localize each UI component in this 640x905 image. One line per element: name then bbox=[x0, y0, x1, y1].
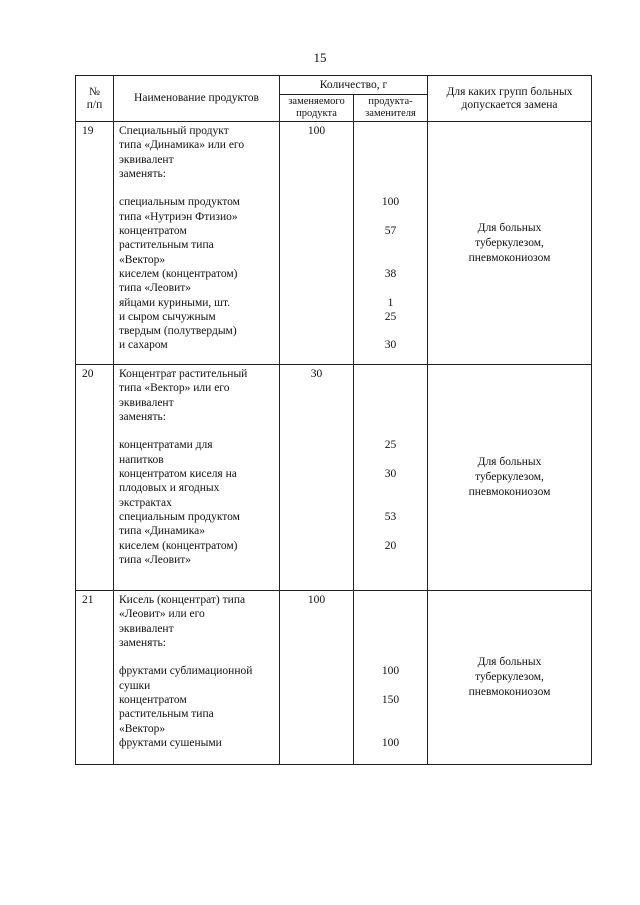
product-line: плодовых и ягодных bbox=[119, 482, 220, 495]
product-line: растительным типа bbox=[119, 708, 214, 721]
product-line: концентратами для bbox=[119, 439, 213, 452]
product-line: сушки bbox=[119, 679, 151, 692]
patient-group-line: туберкулезом, bbox=[475, 671, 544, 683]
substitute-value: 30 bbox=[384, 468, 397, 481]
product-line bbox=[119, 424, 276, 438]
substitute-value bbox=[354, 607, 427, 621]
header-quantity: Количество, г bbox=[280, 76, 428, 95]
table-row bbox=[76, 365, 592, 591]
header-replaced: заменяемого продукта bbox=[280, 95, 354, 122]
substitute-value: 1 bbox=[387, 296, 394, 309]
product-line: и сахаром bbox=[119, 339, 168, 352]
substitute-value: 30 bbox=[384, 339, 397, 352]
patient-groups bbox=[428, 365, 592, 591]
product-line: «Леовит» или его bbox=[119, 608, 205, 621]
patient-group-line: Для больных bbox=[477, 456, 542, 468]
substitute-value bbox=[354, 153, 427, 167]
substitute-value bbox=[354, 396, 427, 410]
header-groups: Для каких групп больных допускается замена bbox=[428, 76, 592, 122]
replaced-amount: 100 bbox=[280, 122, 354, 365]
header-name: Наименование продуктов bbox=[114, 76, 280, 122]
product-line: и сыром сычужным bbox=[119, 310, 216, 323]
substitute-amounts bbox=[354, 122, 428, 365]
substitute-value bbox=[354, 707, 427, 721]
substitute-value bbox=[354, 124, 427, 138]
product-line: концентратом bbox=[119, 225, 187, 238]
substitute-value bbox=[354, 679, 427, 693]
product-line: «Вектор» bbox=[119, 253, 166, 266]
product-line: Кисель (концентрат) типа bbox=[119, 594, 246, 606]
substitute-value bbox=[354, 281, 427, 295]
product-line: концентратом киселя на bbox=[119, 468, 237, 481]
substitute-amounts bbox=[354, 591, 428, 765]
product-names bbox=[114, 122, 280, 365]
patient-groups bbox=[428, 122, 592, 365]
substitute-value bbox=[354, 722, 427, 736]
substitute-value bbox=[354, 238, 427, 252]
substitute-value: 25 bbox=[384, 310, 397, 323]
substitute-value bbox=[354, 253, 427, 267]
substitute-value: 38 bbox=[384, 267, 397, 280]
substitute-value: 150 bbox=[381, 694, 400, 707]
substitute-value bbox=[354, 496, 427, 510]
substitute-value bbox=[354, 367, 427, 381]
product-line bbox=[119, 650, 276, 664]
substitute-value bbox=[354, 424, 427, 438]
row-number: 20 bbox=[76, 365, 114, 591]
substitute-value bbox=[354, 636, 427, 650]
patient-group-line: туберкулезом, bbox=[475, 471, 544, 483]
substitute-value bbox=[354, 524, 427, 538]
product-line bbox=[119, 181, 276, 195]
substitute-value bbox=[354, 593, 427, 607]
substitute-value bbox=[354, 210, 427, 224]
patient-group-line: Для больных bbox=[477, 221, 542, 234]
table-row bbox=[76, 122, 592, 365]
product-line: типа «Динамика» bbox=[119, 525, 206, 538]
row-number: 19 bbox=[76, 122, 114, 365]
row-number: 21 bbox=[76, 591, 114, 765]
product-line: Концентрат растительный bbox=[119, 368, 248, 380]
substitute-value: 100 bbox=[381, 665, 400, 678]
substitute-value: 100 bbox=[381, 196, 400, 209]
patient-group-line: туберкулезом, bbox=[475, 236, 544, 249]
substitute-value: 25 bbox=[384, 439, 397, 452]
product-names bbox=[114, 591, 280, 765]
substitute-value bbox=[354, 410, 427, 424]
product-line: типа «Леовит» bbox=[119, 282, 191, 295]
product-line: типа «Вектор» или его bbox=[119, 382, 230, 395]
substitute-value bbox=[354, 481, 427, 495]
product-line: типа «Нутриэн Фтизио» bbox=[119, 210, 238, 223]
substitute-value bbox=[354, 567, 427, 581]
substitute-value bbox=[354, 138, 427, 152]
product-line: «Вектор» bbox=[119, 722, 166, 735]
page-number: 15 bbox=[313, 50, 327, 65]
table-row bbox=[76, 591, 592, 765]
substitute-value bbox=[354, 553, 427, 567]
product-line: растительным типа bbox=[119, 239, 214, 252]
product-line bbox=[119, 567, 276, 581]
replaced-amount: 30 bbox=[280, 365, 354, 591]
product-line: напитков bbox=[119, 453, 164, 466]
product-line: твердым (полутвердым) bbox=[119, 325, 237, 338]
patient-group-line: пневмокониозом bbox=[468, 251, 551, 264]
product-line: эквивалент bbox=[119, 153, 174, 166]
product-line: эквивалент bbox=[119, 622, 174, 635]
product-line: яйцами куриными, шт. bbox=[119, 296, 231, 309]
patient-group-line: пневмокониозом bbox=[468, 486, 551, 498]
product-line: фруктами сублимационной bbox=[119, 665, 253, 678]
substitute-value: 20 bbox=[384, 539, 397, 552]
substitute-amounts bbox=[354, 365, 428, 591]
patient-group-line: пневмокониозом bbox=[468, 686, 551, 698]
product-line: эквивалент bbox=[119, 396, 174, 409]
product-line: экстрактах bbox=[119, 496, 172, 509]
product-line: заменять: bbox=[119, 410, 166, 423]
header-substitute: продукта- заменителя bbox=[354, 95, 428, 122]
product-line: заменять: bbox=[119, 636, 166, 649]
substitute-value bbox=[354, 181, 427, 195]
product-line: специальным продуктом bbox=[119, 510, 240, 523]
substitution-table bbox=[75, 75, 592, 765]
substitute-value: 100 bbox=[381, 736, 400, 749]
patient-groups bbox=[428, 591, 592, 765]
product-line: типа «Динамика» или его bbox=[119, 139, 245, 152]
product-names bbox=[114, 365, 280, 591]
patient-group-line: Для больных bbox=[477, 656, 542, 668]
substitute-value: 53 bbox=[384, 510, 397, 523]
substitute-value bbox=[354, 622, 427, 636]
product-line: киселем (концентратом) bbox=[119, 267, 238, 280]
product-line: специальным продуктом bbox=[119, 196, 240, 209]
product-line: концентратом bbox=[119, 694, 187, 707]
replaced-amount: 100 bbox=[280, 591, 354, 765]
substitute-value bbox=[354, 381, 427, 395]
substitute-value bbox=[354, 453, 427, 467]
substitute-value bbox=[354, 167, 427, 181]
product-line: Специальный продукт bbox=[119, 125, 229, 137]
product-line: типа «Леовит» bbox=[119, 553, 191, 566]
product-line: заменять: bbox=[119, 167, 166, 180]
product-line: фруктами сушеными bbox=[119, 736, 222, 749]
header-num: № п/п bbox=[76, 76, 114, 122]
substitute-value bbox=[354, 650, 427, 664]
substitute-value bbox=[354, 324, 427, 338]
product-line: киселем (концентратом) bbox=[119, 539, 238, 552]
substitute-value: 57 bbox=[384, 225, 397, 238]
